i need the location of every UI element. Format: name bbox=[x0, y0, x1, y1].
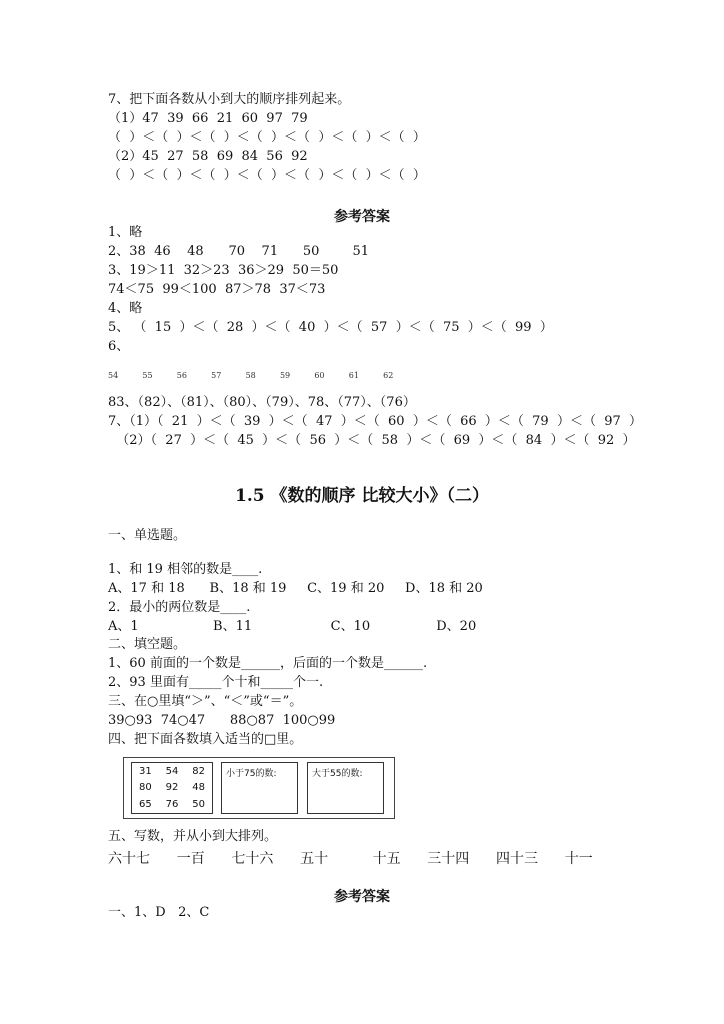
question-7-part1-slots: （ ）＜（ ）＜（ ）＜（ ）＜（ ）＜（ ）＜（ ） bbox=[108, 130, 426, 145]
answers-2-line-1: 一、1、D 2、C bbox=[108, 905, 210, 920]
grid-number: 80 bbox=[138, 782, 152, 794]
number-line-labels bbox=[108, 371, 418, 380]
less-than-75-box[interactable] bbox=[221, 762, 298, 814]
answer-3-continued: 74＜75 99＜100 87＞78 37＜73 bbox=[108, 282, 326, 297]
part4-title: 四、把下面各数填入适当的□里。 bbox=[108, 732, 303, 747]
number-label: 60 bbox=[314, 371, 325, 380]
part1-question-1: 1、和 19 相邻的数是____. bbox=[108, 562, 263, 577]
number-label: 59 bbox=[279, 371, 291, 380]
answer-2: 2、38 46 48 70 71 50 51 bbox=[108, 244, 370, 259]
answer-4: 4、略 bbox=[108, 301, 143, 316]
number-grid bbox=[131, 762, 213, 814]
question-7-title: 7、把下面各数从小到大的顺序排列起来。 bbox=[108, 92, 351, 107]
grid-number: 92 bbox=[165, 782, 179, 794]
part5-words: 六十七 一百 七十六 五十 十五 三十四 四十三 十一 bbox=[108, 851, 593, 867]
grid-number: 48 bbox=[192, 782, 206, 794]
answer-6: 6、 bbox=[108, 339, 130, 354]
greater-than-55-box[interactable] bbox=[307, 762, 384, 814]
answer-7-part1: 7、（1）（ 21 ）＜（ 39 ）＜（ 47 ）＜（ 60 ）＜（ 66 ）＜（ 79 ）＜（ 97 ） bbox=[108, 414, 643, 429]
question-7-part2: （2）45 27 58 69 84 56 92 bbox=[108, 149, 308, 164]
section-title: 1.5 《数的顺序 比较大小》（二） bbox=[235, 486, 489, 506]
number-label: 54 bbox=[108, 371, 119, 380]
grid-number: 31 bbox=[138, 765, 152, 777]
question-7-part2-slots: （ ）＜（ ）＜（ ）＜（ ）＜（ ）＜（ ）＜（ ） bbox=[108, 168, 426, 183]
number-label: 55 bbox=[142, 371, 153, 380]
part5-title: 五、写数，并从小到大排列。 bbox=[108, 829, 278, 844]
answers-heading-2: 参考答案 bbox=[334, 889, 390, 905]
answer-5: 5、 （ 15 ）＜（ 28 ）＜（ 40 ）＜（ 57 ）＜（ 75 ）＜（ 99 ） bbox=[108, 320, 553, 335]
part1-title: 一、单选题。 bbox=[108, 528, 187, 543]
number-label: 56 bbox=[176, 371, 187, 380]
answer-6-sequence: 83、（82）、（81）、（80）、（79）、78、（77）、（76） bbox=[108, 395, 416, 410]
number-label: 61 bbox=[348, 371, 359, 380]
part1-question-2: 2．最小的两位数是____. bbox=[108, 600, 251, 615]
part2-question-2: 2、93 里面有_____个十和_____个一. bbox=[108, 675, 324, 690]
part3-items: 39○93 74○47 88○87 100○99 bbox=[108, 713, 336, 728]
grid-number: 65 bbox=[138, 799, 152, 811]
grid-number: 76 bbox=[165, 799, 179, 811]
answers-heading: 参考答案 bbox=[334, 209, 390, 225]
part1-question-2-options: A、1 B、11 C、10 D、20 bbox=[108, 619, 477, 634]
grid-number: 54 bbox=[165, 765, 179, 777]
answer-7-part2: （2）（ 27 ）＜（ 45 ）＜（ 56 ）＜（ 58 ）＜（ 69 ）＜（ 84 ）＜（ 92 ） bbox=[108, 433, 636, 448]
question-7-part1: （1）47 39 66 21 60 97 79 bbox=[108, 111, 308, 126]
less-than-75-label: 小于75的数: bbox=[226, 769, 277, 779]
grid-number: 82 bbox=[192, 765, 206, 777]
part2-question-1: 1、60 前面的一个数是______，后面的一个数是______. bbox=[108, 656, 428, 671]
grid-number: 50 bbox=[192, 799, 206, 811]
greater-than-55-label: 大于55的数: bbox=[312, 769, 363, 779]
answer-1: 1、略 bbox=[108, 225, 143, 240]
number-label: 62 bbox=[383, 371, 394, 380]
answer-3: 3、19＞11 32＞23 36＞29 50＝50 bbox=[108, 263, 339, 278]
part2-title: 二、填空题。 bbox=[108, 637, 187, 652]
number-label: 57 bbox=[211, 371, 222, 380]
part3-title: 三、在○里填“＞”、“＜”或“＝”。 bbox=[108, 694, 303, 709]
number-label: 58 bbox=[245, 371, 256, 380]
part1-question-1-options: A、17 和 18 B、18 和 19 C、19 和 20 D、18 和 20 bbox=[108, 581, 483, 596]
